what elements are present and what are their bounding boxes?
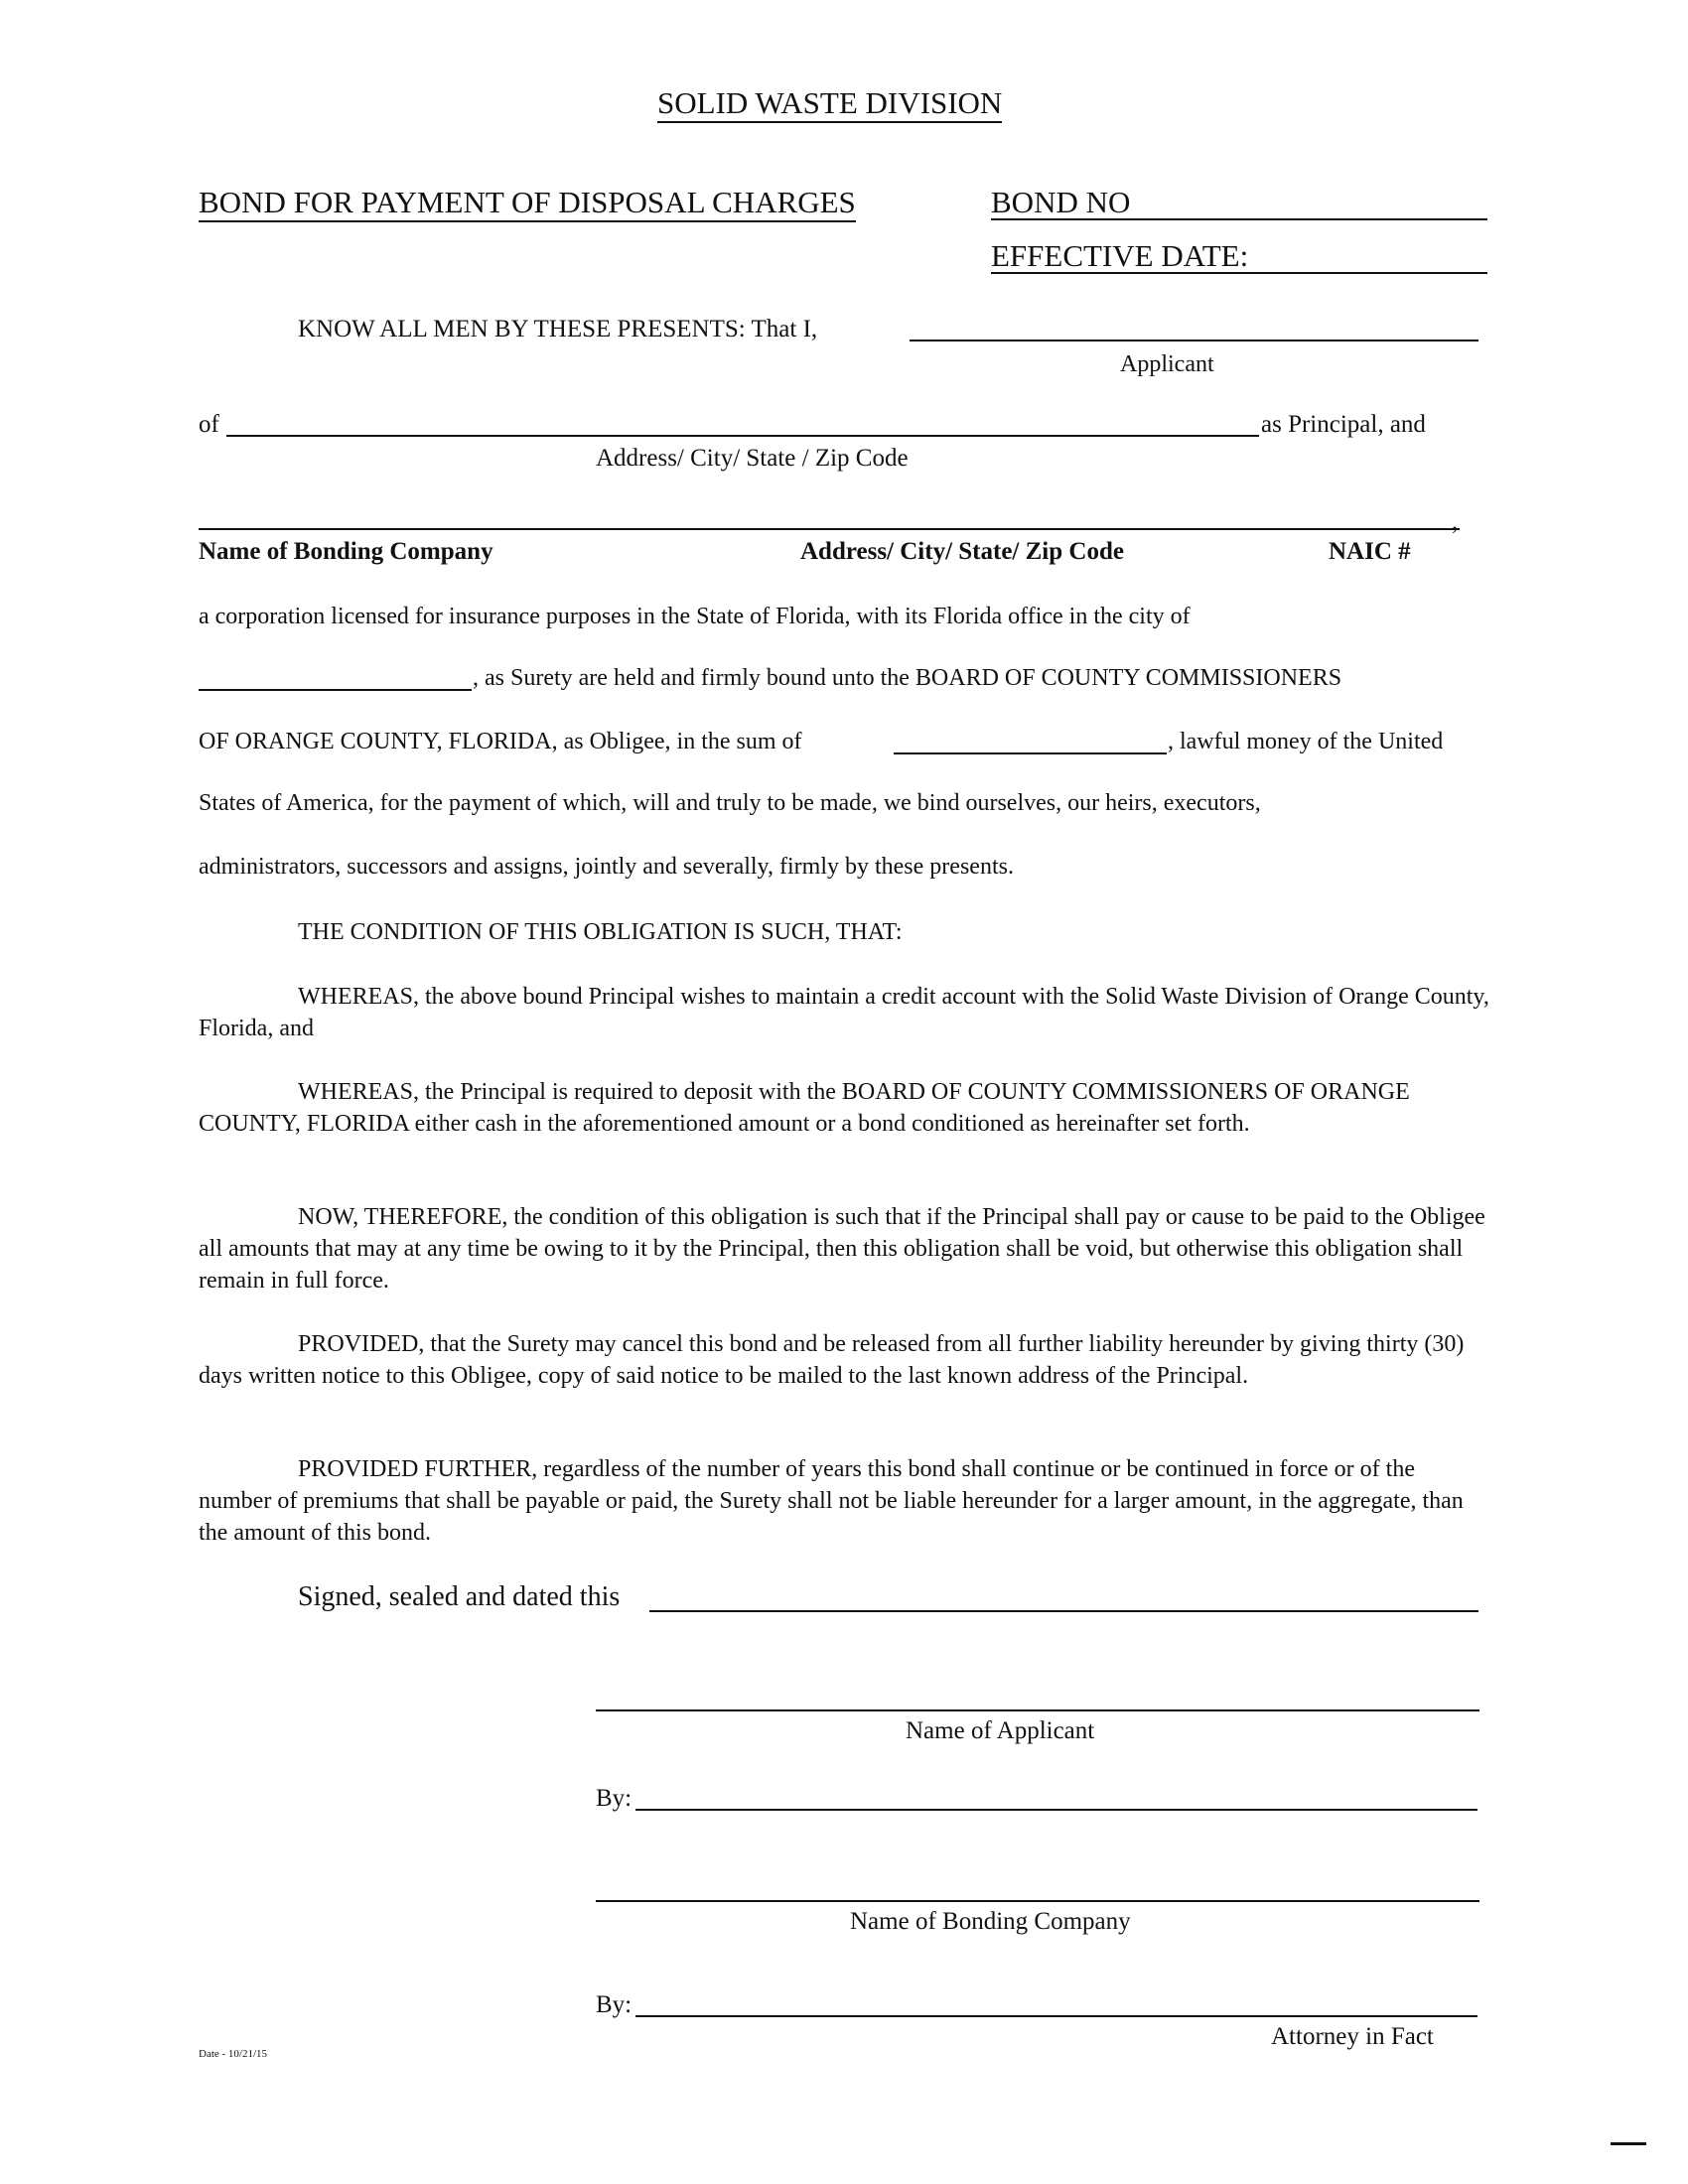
by-label-applicant: By:: [596, 1785, 633, 1812]
page-corner-mark: [1611, 2142, 1646, 2145]
know-all-men-lead: KNOW ALL MEN BY THESE PRESENTS: That I,: [298, 316, 818, 342]
principal-address-underline: [226, 435, 1259, 437]
applicant-caption: Applicant: [1120, 351, 1214, 377]
paragraph-whereas-2: [199, 1076, 1489, 1140]
as-principal-text: as Principal, and: [1261, 411, 1426, 438]
bonding-company-by-line[interactable]: [635, 2015, 1477, 2017]
by-label-bonding: By:: [596, 1991, 633, 2018]
signed-date-underline[interactable]: [649, 1610, 1478, 1612]
paragraph-provided: [199, 1328, 1489, 1392]
surety-address-caption: Address/ City/ State/ Zip Code: [800, 538, 1124, 565]
applicant-by-line[interactable]: [635, 1809, 1477, 1811]
bonding-company-signature-line[interactable]: [596, 1900, 1479, 1902]
surety-comma: ,: [1452, 508, 1459, 535]
condition-heading: THE CONDITION OF THIS OBLIGATION IS SUCH, THAT:: [298, 919, 903, 945]
effective-date-label: EFFECTIVE DATE:: [991, 238, 1249, 273]
applicant-underline: [910, 340, 1478, 341]
effective-date-underline: [991, 272, 1487, 274]
division-title: SOLID WASTE DIVISION: [657, 85, 1002, 123]
body-line-3a: OF ORANGE COUNTY, FLORIDA, as Obligee, in the sum of: [199, 729, 802, 754]
bond-sum-underline: [894, 752, 1167, 754]
body-line-5: administrators, successors and assigns, jointly and severally, firmly by these presents.: [199, 854, 1014, 880]
paragraph-text: NOW, THEREFORE, the condition of this obligation is such that if the Principal shall pay or cause to be paid to the Obligee all amounts that may at any time be owing to it by the Principal, then this obligation shall be void, but otherwise this obligation shall remain in full force.: [199, 1204, 1485, 1294]
applicant-signature-caption: Name of Applicant: [906, 1717, 1095, 1744]
surety-underline: [199, 528, 1460, 530]
attorney-in-fact-caption: Attorney in Fact: [1271, 2023, 1434, 2050]
bond-no-label: BOND NO: [991, 185, 1131, 219]
paragraph-text: PROVIDED, that the Surety may cancel this bond and be released from all further liability hereunder by giving thirty (30) days written notice to this Obligee, copy of said notice to be mailed to the last known address of the Principal.: [199, 1331, 1465, 1389]
bond-title: BOND FOR PAYMENT OF DISPOSAL CHARGES: [199, 185, 856, 222]
surety-city-underline: [199, 689, 472, 691]
of-label: of: [199, 411, 219, 438]
paragraph-text: WHEREAS, the Principal is required to deposit with the BOARD OF COUNTY COMMISSIONERS OF ORANGE COUNTY, FLORIDA either cash in the aforementioned amount or a bond conditioned as hereinafter set forth.: [199, 1079, 1410, 1137]
paragraph-now-therefore: [199, 1201, 1489, 1297]
signed-dated-label: Signed, sealed and dated this: [298, 1581, 621, 1612]
bonding-company-caption: Name of Bonding Company: [199, 538, 493, 565]
naic-caption: NAIC #: [1329, 538, 1411, 565]
paragraph-whereas-1: [199, 981, 1489, 1044]
paragraph-text: WHEREAS, the above bound Principal wishes to maintain a credit account with the Solid Waste Division of Orange County, Florida, and: [199, 984, 1489, 1041]
applicant-signature-line[interactable]: [596, 1709, 1479, 1711]
bond-no-underline: [991, 218, 1487, 220]
body-line-1: a corporation licensed for insurance purposes in the State of Florida, with its Florida office in the city of: [199, 604, 1191, 629]
body-line-3b: , lawful money of the United: [1168, 729, 1444, 754]
address-caption: Address/ City/ State / Zip Code: [596, 445, 909, 472]
paragraph-provided-further: [199, 1453, 1489, 1549]
body-line-4: States of America, for the payment of which, will and truly to be made, we bind ourselves, our heirs, executors,: [199, 790, 1261, 816]
body-line-2: , as Surety are held and firmly bound unto the BOARD OF COUNTY COMMISSIONERS: [473, 665, 1342, 691]
footer-date-code: Date - 10/21/15: [199, 2048, 268, 2060]
bonding-company-signature-caption: Name of Bonding Company: [850, 1908, 1131, 1935]
paragraph-text: PROVIDED FURTHER, regardless of the number of years this bond shall continue or be continued in force or of the number of premiums that shall be payable or paid, the Surety shall not be liable hereunder for a larger amount, in the aggregate, than the amount of this bond.: [199, 1456, 1464, 1546]
